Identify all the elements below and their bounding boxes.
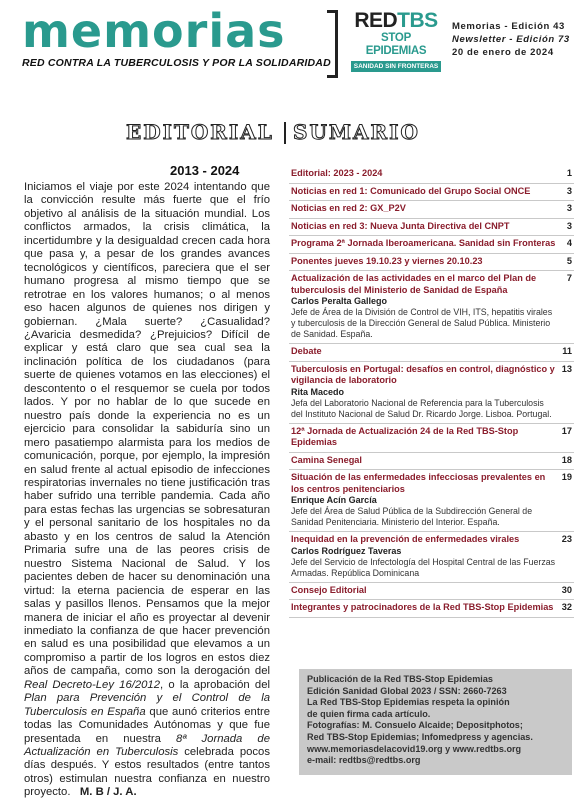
sumario-item-page: 19 (561, 472, 572, 482)
sumario-list (289, 166, 574, 618)
sumario-item-author: Carlos Rodríguez Taveras (291, 545, 402, 556)
redtbs-logo-red: RED (354, 9, 398, 32)
sumario-item[interactable] (289, 271, 574, 344)
sumario-item-page: 11 (562, 346, 572, 356)
sumario-item-title: Editorial: 2023 - 2024 (291, 168, 383, 178)
memorias-logo: memorias (22, 4, 286, 58)
sumario-item-page: 4 (566, 238, 572, 248)
sumario-item-page: 18 (561, 454, 572, 465)
editorial-text-4: celebrada pocos días después. Y estos resultados (entre tantos otros) estimulan nuestra confianza en nuestro proyecto. (24, 746, 270, 799)
redtbs-logo-line2: STOP EPIDEMIAS (365, 32, 427, 57)
editorial-italic-2: Plan para Prevención y el Control de la Tuberculosis en España (24, 692, 270, 718)
editorial-year: 2013 - 2024 (170, 163, 240, 178)
sumario-item[interactable] (289, 424, 574, 453)
editorial-italic-1: Real Decreto-Ley 16/2012 (24, 678, 160, 691)
tagline: RED CONTRA LA TUBERCULOSIS Y POR LA SOLIDARIDAD (22, 57, 331, 69)
editorial-heading: EDITORIAL (126, 120, 274, 144)
sumario-item[interactable] (289, 184, 574, 202)
sumario-item-author: Carlos Peralta Gallego (291, 296, 388, 306)
redtbs-logo (351, 10, 441, 72)
editorial-text-1: Iniciamos el viaje por este 2024 intentando que la convicción resulte más fuerte que el frío objetivo al análisis de la situación mundial. Los conflictos armados, la crisis climática, la incertidumbre y la desigualdad crecen cada hora que pasa y, a pesar de los grandes avances tecnológicos y científicos, pareciera que el ser humano progresa al mismo tiempo que se retrotrae en los valores humanos; o al menos eso hacen algunos de quienes nos dirigen y gobiernan. ¿Mala suerte? ¿Casualidad? ¿Avaricia desmedida? ¿Prejuicios? Difícil de explicar y está claro que sea cual sea la inclinación política de los ciudadanos (para suerte de quienes votamos en las elecciones) el descontento o el resquemor se cuela por todos lados. Y por no hablar de lo que sucede en nuestro país donde la experiencia no es un ejercicio para consolidar la sabiduría sino un mero pasatiempo alarmista para los medios de comunicación, porque, por ejemplo, la impresión en salud frente al actual episodio de infecciones respiratorias invernales no tiene justificación tras haber sufrido una terrible pandemia. Cada año para estas fechas las urgencias se sobresaturan y el personal sanitario de los hospitales no da abasto y en los centros de salud la Atención Primaria sufre una de las peores crisis de nuestro Sistema Nacional de Salud. Y los pacientes deben de hacer su denominación una virtud: la eterna paciencia de esperar en las salas y pasillos llenos. Pensamos que la mejor manera de iniciar el año es proyectar al devenir inmediato la confianza de que hacer prevención en salud es una posibilidad que elevamos a un compromiso a partir de los logros en estos diez años de campaña, como son la derogación del (24, 181, 270, 678)
edition-date: 20 de enero de 2024 (452, 47, 554, 58)
editorial-text-2: , o la aprobación del (160, 678, 270, 691)
sumario-item-page: 17 (561, 425, 572, 436)
sumario-heading: SUMARIO (293, 120, 420, 144)
editorial-text-3: que aunó criterios entre todas las Comunidades Autónomas y que fue presentada en nuestra (24, 705, 270, 745)
sumario-item[interactable] (289, 600, 574, 618)
info-line-3: La Red TBS-Stop Epidemias respeta la opinión (307, 697, 510, 708)
info-line-2: Edición Sanidad Global 2023 / SSN: 2660-7263 (307, 685, 507, 696)
sumario-item-title: Actualización de las actividades en el marco del Plan de tuberculosis del Ministerio de Sanidad de España (291, 273, 537, 295)
sumario-item-author-role: Jefe del Servicio de Infectología del Hospital Central de las Fuerzas Armadas. República Dominicana (291, 556, 556, 578)
heading-divider (284, 122, 286, 144)
sumario-item-author: Rita Macedo (291, 386, 345, 397)
sumario-item-title: Situación de las enfermedades infecciosas prevalentes en los centros penitenciarios (291, 472, 546, 494)
sumario-item-title: Noticias en red 1: Comunicado del Grupo Social ONCE (291, 185, 531, 196)
editorial-body (24, 181, 270, 800)
redtbs-logo-tbs: TBS (397, 9, 438, 32)
sumario-item-author-role: Jefe del Área de Salud Pública de la Subdirección General de Sanidad Penitenciaria. Ministerio del Interior. España. (291, 506, 533, 527)
info-line-5: Fotografías: M. Consuelo Alcaide; Depositphotos; (307, 720, 523, 731)
sumario-item-page: 5 (566, 255, 572, 266)
publication-info-box (299, 669, 572, 775)
sumario-item-author-role: Jefa del Laboratorio Nacional de Referencia para la Tuberculosis del Instituto Nacional de Salud Dr. Ricardo Jorge. Lisboa. Portugal. (291, 397, 552, 419)
sumario-item-title: Camina Senegal (291, 454, 362, 465)
editorial-italic-3: 8ª Jornada de Actualización en Tuberculosis (24, 732, 270, 759)
sumario-item-title: Noticias en red 3: Nueva Junta Directiva del CNPT (291, 220, 510, 231)
sumario-item-title: Tuberculosis en Portugal: desafíos en control, diagnóstico y vigilancia de laboratorio (291, 363, 555, 385)
sumario-item-page: 7 (566, 273, 572, 283)
sumario-item-title: 12ª Jornada de Actualización 24 de la Red TBS-Stop Epidemias (291, 425, 519, 447)
info-line-6: Red TBS-Stop Epidemias; Infomedpress y agencias. (307, 731, 533, 742)
sumario-item[interactable] (289, 362, 574, 424)
sumario-item[interactable] (289, 236, 574, 254)
info-line-4: de quien firma cada artículo. (307, 708, 431, 719)
sumario-item-title: Noticias en red 2: GX_P2V (291, 203, 406, 213)
editorial-signature: M. B / J. A. (79, 786, 137, 799)
edition-memorias: Memorias - Edición 43 (452, 21, 565, 32)
sumario-item-page: 30 (561, 584, 572, 595)
sumario-item[interactable] (289, 201, 574, 219)
sumario-item[interactable] (289, 470, 574, 532)
info-line-8: e-mail: redtbs@redtbs.org (307, 755, 421, 766)
sumario-item-title: Integrantes y patrocinadores de la Red TBS-Stop Epidemias (291, 602, 554, 612)
sumario-item-title: Inequidad en la prevención de enfermedades virales (291, 534, 520, 544)
sumario-item-title: Debate (291, 346, 322, 356)
sumario-item[interactable] (289, 254, 574, 272)
redtbs-logo-line1 (351, 10, 441, 32)
sumario-item-page: 3 (566, 185, 572, 196)
sumario-item[interactable] (289, 219, 574, 237)
sumario-item-page: 32 (561, 602, 572, 612)
bracket-divider (327, 10, 338, 78)
sumario-item-page: 1 (566, 168, 572, 178)
sumario-item-title: Programa 2ª Jornada Iberoamericana. Sanidad sin Fronteras (291, 238, 556, 248)
sumario-item-page: 23 (561, 534, 572, 544)
sumario-item[interactable] (289, 344, 574, 362)
edition-newsletter: Newsletter - Edición 73 (452, 34, 570, 45)
sumario-item[interactable] (289, 453, 574, 471)
sumario-item-page: 3 (566, 203, 572, 213)
info-line-1: Publicación de la Red TBS-Stop Epidemias (307, 674, 493, 684)
sumario-item[interactable] (289, 532, 574, 583)
sumario-item-title: Ponentes jueves 19.10.23 y viernes 20.10.23 (291, 255, 483, 266)
sumario-item[interactable] (289, 166, 574, 184)
sumario-item[interactable] (289, 583, 574, 601)
sumario-item-page: 3 (566, 220, 572, 231)
edition-info (452, 20, 570, 59)
info-line-7: www.memoriasdelacovid19.org y www.redtbs.org (307, 743, 522, 754)
redtbs-logo-line3: SANIDAD SIN FRONTERAS (351, 61, 441, 72)
sumario-item-title: Consejo Editorial (291, 584, 367, 595)
sumario-item-author-role: Jefe de Área de la División de Control de VIH, ITS, hepatitis virales y tuberculosis de la Dirección General de Salud Pública. Ministerio de Sanidad. España. (291, 307, 553, 339)
sumario-item-author: Enrique Acín García (291, 495, 377, 505)
sumario-item-page: 13 (561, 363, 572, 374)
